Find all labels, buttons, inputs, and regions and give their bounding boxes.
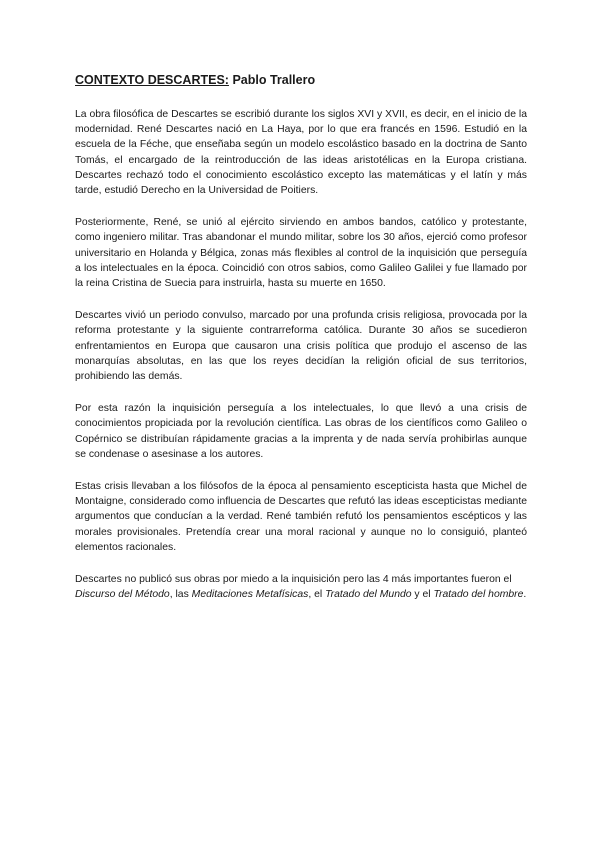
document-title — [75, 72, 527, 88]
paragraph-6 — [75, 572, 527, 602]
paragraph-4: Por esta razón la inquisición perseguía a los intelectuales, lo que llevó a una crisis de conocimientos propiciada por la revolución científica. Las obras de los científicos como Galileo o Copérnico se distribuían rápidamente gracias a la imprenta y de nada servía prohibirlas aunque se condenase o asesinase a los autores. — [75, 403, 527, 460]
paragraph-3: Descartes vivió un periodo convulso, marcado por una profunda crisis religiosa, provocada por la reforma protestante y la siguiente contrarreforma católica. Durante 30 años se sucedieron enfrentamientos en Europa que causaron una crisis política que produjo el ascenso de las monarquías absolutas, en las que los reyes decidían la religión oficial de sus territorios, prohibiendo las demás. — [75, 310, 527, 383]
paragraph-1: La obra filosófica de Descartes se escribió durante los siglos XVI y XVII, es decir, en el inicio de la modernidad. René Descartes nació en La Haya, por lo que era francés en 1596. Estudió en la escuela de la Féche, que enseñaba según un modelo escolástico basado en la doctrina de Santo Tomás, el encargado de la reintroducción de las ideas aristotélicas en la Europa cristiana. Descartes rechazó todo el conocimiento escolástico excepto las matemáticas y el latín y más tarde, estudió Derecho en la Universidad de Poitiers. — [75, 109, 527, 197]
separator: y el — [411, 589, 434, 601]
paragraph-5: Estas crisis llevaban a los filósofos de la época al pensamiento escepticista hasta que Michel de Montaigne, considerado como influencia de Descartes que refutó las ideas escepticistas mediante argumentos que conducían a la verdad. René también refutó los pensamientos escépticos y las morales provisionales. Pretendía crear una moral racional y aunque no lo consiguió, planteó elementos racionales. — [75, 481, 527, 553]
title-label: CONTEXTO DESCARTES: — [75, 73, 229, 87]
separator: , el — [308, 589, 326, 601]
work-title-discurso: Discurso del Método — [75, 589, 170, 601]
document-page — [75, 72, 527, 619]
paragraph-2: Posteriormente, René, se unió al ejército sirviendo en ambos bandos, católico y protestante, como ingeniero militar. Tras abandonar el mundo militar, sobre los 30 años, ejerció como profesor universitario en Holanda y Bélgica, zonas más flexibles al control de la inquisición que perseguía a los intelectuales en la época. Coincidió con otros sabios, como Galileo Galilei y fue llamado por la reina Cristina de Suecia para instruirla, hasta su muerte en 1650. — [75, 217, 527, 290]
paragraph-end: . — [523, 589, 527, 601]
separator: , las — [169, 589, 192, 601]
work-title-tratado-hombre: Tratado del hombre — [433, 589, 524, 601]
work-title-tratado-mundo: Tratado del Mundo — [325, 589, 412, 601]
paragraph-6-text: Descartes no publicó sus obras por miedo a la inquisición pero las 4 más importantes fueron el — [75, 574, 512, 586]
title-author: Pablo Trallero — [232, 73, 316, 87]
work-title-meditaciones: Meditaciones Metafísicas — [191, 589, 309, 601]
